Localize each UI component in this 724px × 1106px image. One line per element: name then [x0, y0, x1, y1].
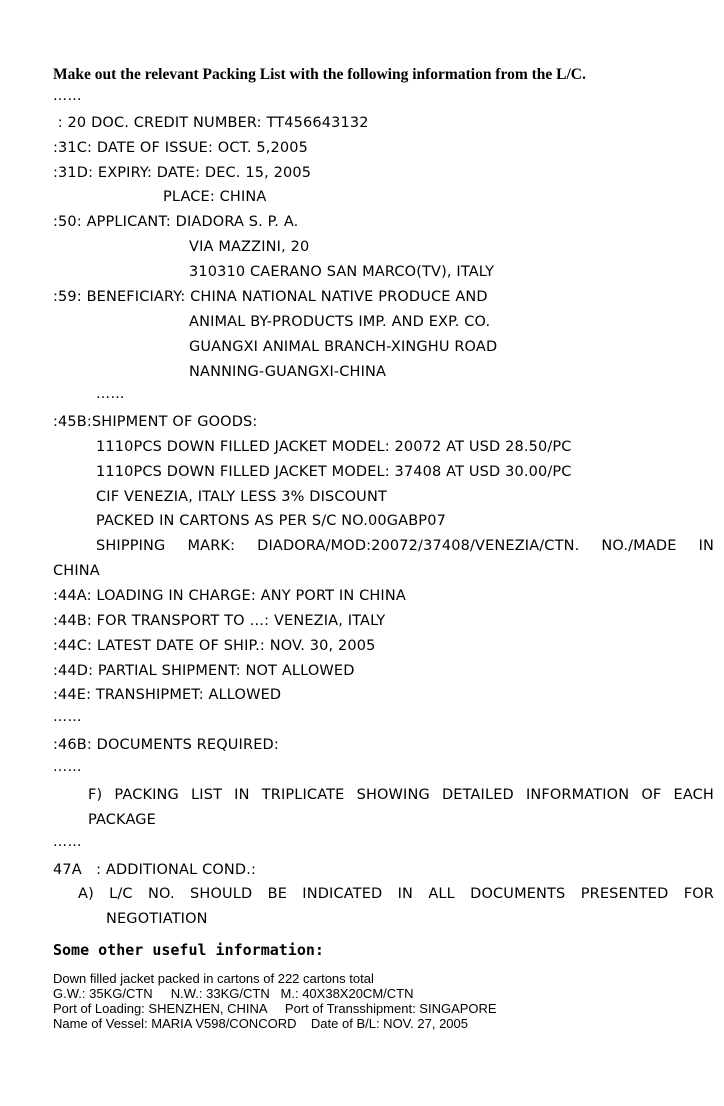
beneficiary-address-line: GUANGXI ANIMAL BRANCH-XINGHU ROAD — [189, 339, 498, 355]
packing-list-continuation: PACKAGE — [88, 812, 156, 828]
lc-field-expiry-date: :31D: EXPIRY: DATE: DEC. 15, 2005 — [53, 165, 312, 181]
lc-field-partial-shipment: :44D: PARTIAL SHIPMENT: NOT ALLOWED — [53, 663, 355, 679]
lc-field-applicant: :50: APPLICANT: DIADORA S. P. A. — [53, 214, 299, 230]
additional-condition-continuation: NEGOTIATION — [106, 911, 208, 927]
lc-field-credit-number: : 20 DOC. CREDIT NUMBER: TT456643132 — [53, 115, 369, 131]
lc-field-loading: :44A: LOADING IN CHARGE: ANY PORT IN CHINA — [53, 588, 406, 604]
lc-field-beneficiary: :59: BENEFICIARY: CHINA NATIONAL NATIVE PRODUCE AND — [53, 289, 488, 305]
lc-field-shipment-of-goods: :45B:SHIPMENT OF GOODS: — [53, 414, 258, 430]
lc-field-documents-required: :46B: DOCUMENTS REQUIRED: — [53, 737, 279, 753]
ellipsis: …… — [53, 834, 82, 850]
other-info-line: G.W.: 35KG/CTN N.W.: 33KG/CTN M.: 40X38X20CM/CTN — [53, 986, 414, 1001]
shipping-mark-line: SHIPPING MARK: DIADORA/MOD:20072/37408/VENEZIA/CTN. NO./MADE IN — [96, 538, 714, 554]
lc-field-additional-conditions: 47A : ADDITIONAL COND.: — [53, 862, 257, 878]
lc-field-transhipment: :44E: TRANSHIPMET: ALLOWED — [53, 687, 282, 703]
beneficiary-address-line: NANNING-GUANGXI-CHINA — [189, 364, 387, 380]
ellipsis: …… — [53, 88, 82, 104]
other-info-line: Name of Vessel: MARIA V598/CONCORD Date of B/L: NOV. 27, 2005 — [53, 1016, 468, 1031]
shipping-mark-continuation: CHINA — [53, 563, 100, 579]
goods-line: 1110PCS DOWN FILLED JACKET MODEL: 37408 AT USD 30.00/PC — [96, 464, 572, 480]
packing-list-requirement: F) PACKING LIST IN TRIPLICATE SHOWING DETAILED INFORMATION OF EACH — [88, 787, 714, 803]
lc-field-latest-ship-date: :44C: LATEST DATE OF SHIP.: NOV. 30, 2005 — [53, 638, 376, 654]
other-info-heading: Some other useful information: — [53, 941, 324, 959]
applicant-address-line: VIA MAZZINI, 20 — [189, 239, 310, 255]
ellipsis: …… — [96, 386, 125, 402]
applicant-address-line: 310310 CAERANO SAN MARCO(TV), ITALY — [189, 264, 495, 280]
additional-condition-a: A) L/C NO. SHOULD BE INDICATED IN ALL DOCUMENTS PRESENTED FOR — [78, 886, 714, 902]
lc-field-date-of-issue: :31C: DATE OF ISSUE: OCT. 5,2005 — [53, 140, 309, 156]
lc-field-transport: :44B: FOR TRANSPORT TO …: VENEZIA, ITALY — [53, 613, 386, 629]
ellipsis: …… — [53, 759, 82, 775]
goods-line: 1110PCS DOWN FILLED JACKET MODEL: 20072 AT USD 28.50/PC — [96, 439, 572, 455]
ellipsis: …… — [53, 709, 82, 725]
goods-line: CIF VENEZIA, ITALY LESS 3% DISCOUNT — [96, 489, 387, 505]
other-info-line: Port of Loading: SHENZHEN, CHINA Port of Transshipment: SINGAPORE — [53, 1001, 497, 1016]
page-heading: Make out the relevant Packing List with the following information from the L/C. — [53, 66, 586, 83]
beneficiary-address-line: ANIMAL BY-PRODUCTS IMP. AND EXP. CO. — [189, 314, 491, 330]
other-info-line: Down filled jacket packed in cartons of 222 cartons total — [53, 971, 374, 986]
lc-field-expiry-place: PLACE: CHINA — [163, 189, 267, 205]
goods-line: PACKED IN CARTONS AS PER S/C NO.00GABP07 — [96, 513, 446, 529]
